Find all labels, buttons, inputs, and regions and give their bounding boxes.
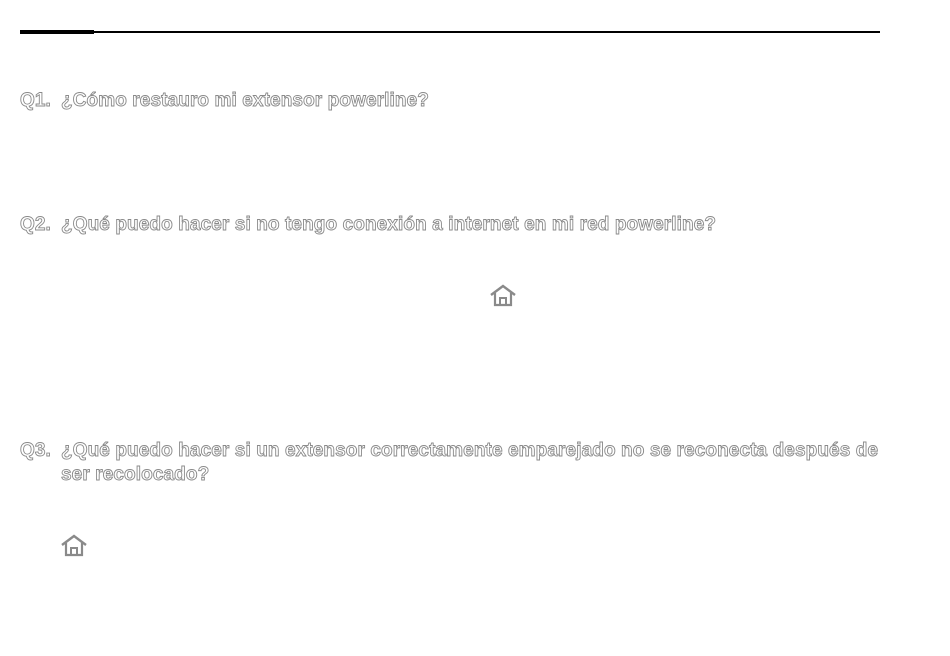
question-number: Q2. xyxy=(20,214,51,235)
question-number: Q1. xyxy=(20,90,51,111)
home-icon xyxy=(60,534,88,558)
home-icon xyxy=(489,284,517,308)
question-text: ¿Qué puedo hacer si no tengo conexión a internet en mi red powerline? xyxy=(61,214,717,235)
question-number: Q3. xyxy=(20,440,51,461)
faq-question-1 xyxy=(20,89,880,113)
question-text: ¿Qué puedo hacer si un extensor correctamente emparejado no se reconecta después de ser recolocado? xyxy=(61,440,879,485)
header-rule xyxy=(20,31,880,33)
question-text: ¿Cómo restauro mi extensor powerline? xyxy=(61,90,429,111)
faq-question-2 xyxy=(20,213,880,237)
faq-question-3 xyxy=(20,439,880,487)
header-rule-accent xyxy=(20,30,94,34)
